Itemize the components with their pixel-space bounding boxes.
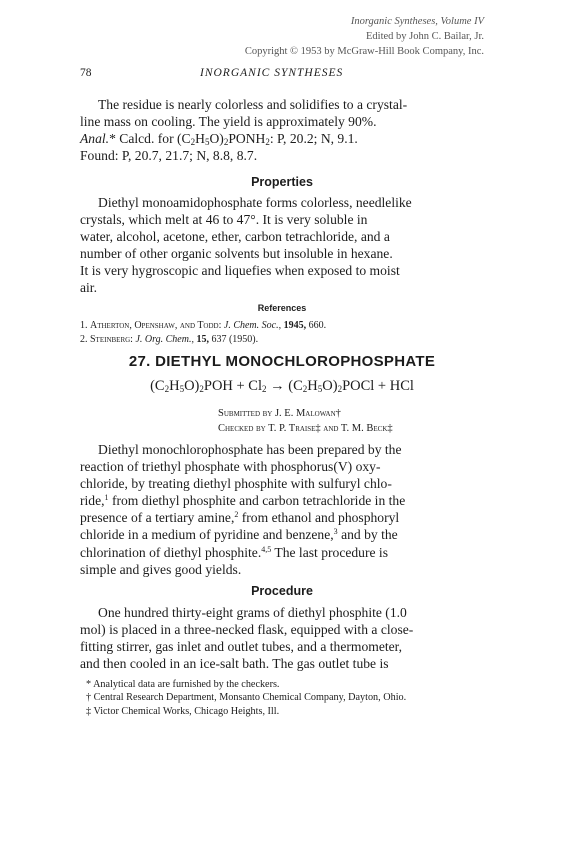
reaction-equation: $(C_2H_5O)_2POH + Cl_2$ → $(C_2H_5O)_2POCl$ + HCl — [150, 378, 414, 394]
section-title: 27. DIETHYL MONOCHLOROPHOSPHATE — [128, 353, 436, 370]
text-line: water, alcohol, acetone, ether, carbon tetrachloride, and a — [80, 229, 390, 245]
copyright-line: Copyright © 1953 by McGraw-Hill Book Company, Inc. — [244, 46, 484, 57]
intro-paragraph — [80, 96, 484, 164]
text-line: Diethyl monochlorophosphate has been prepared by the — [98, 442, 402, 457]
text-line: number of other organic solvents but insoluble in hexane. — [80, 246, 393, 262]
properties-heading: Properties — [251, 175, 313, 189]
footnote: † Central Research Department, Monsanto Chemical Company, Dayton, Ohio. — [86, 692, 407, 704]
references-list — [80, 319, 484, 347]
checked-by: Checked by T. P. Traise‡ and T. M. Beck‡ — [218, 423, 393, 434]
text-line: One hundred thirty-eight grams of diethyl phosphite (1.0 — [98, 605, 407, 620]
footnote: * Analytical data are furnished by the checkers. — [86, 679, 280, 690]
submitted-by: Submitted by J. E. Malowan† — [218, 408, 341, 419]
text-line: reaction of triethyl phosphate with phosphorus(V) oxy- — [80, 459, 381, 475]
text-line: air. — [80, 280, 97, 296]
running-title: INORGANIC SYNTHESES — [200, 67, 344, 79]
references-heading: References — [257, 303, 307, 313]
analysis-line: Anal.* Calcd. for $(C_2H_5O)_2PONH_2$: P, 20.2; N, 9.1. — [80, 131, 358, 148]
text-line: presence of a tertiary amine,$^2$ from ethanol and phosphoryl — [80, 510, 400, 526]
text-line: ride,$^1$ from diethyl phosphite and carbon tetrachloride in the — [80, 493, 406, 509]
editor-line: Edited by John C. Bailar, Jr. — [366, 31, 484, 42]
footnote: ‡ Victor Chemical Works, Chicago Heights, Ill. — [86, 705, 280, 717]
reference-item: 1. Atherton, Openshaw, and Todd: J. Chem. Soc., 1945, 660. — [80, 320, 327, 331]
copyright-block — [245, 14, 484, 59]
text-line: chlorination of diethyl phosphite.$^{4,5}$ The last procedure is — [80, 544, 389, 560]
page-number: 78 — [80, 67, 92, 79]
text-line: chloride in a medium of pyridine and benzene,$^3$ and by the — [80, 527, 398, 543]
text-line: Found: P, 20.7, 21.7; N, 8.8, 8.7. — [80, 148, 258, 164]
procedure-paragraph — [80, 604, 484, 672]
text-line: and then cooled in an ice-salt bath. The gas outlet tube is — [80, 656, 389, 672]
description-paragraph — [80, 441, 484, 578]
properties-paragraph — [80, 194, 484, 297]
text-line: The residue is nearly colorless and solidifies to a crystal- — [98, 97, 408, 112]
reference-item: 2. Steinberg: J. Org. Chem., 15, 637 (1950). — [80, 334, 259, 345]
footnotes — [80, 678, 484, 718]
text-line: mol) is placed in a three-necked flask, equipped with a close- — [80, 622, 414, 638]
series-title: Inorganic Syntheses, Volume IV — [350, 16, 484, 27]
text-line: crystals, which melt at 46 to 47°. It is very soluble in — [80, 212, 368, 228]
text-line: It is very hygroscopic and liquefies when exposed to moist — [80, 263, 400, 279]
text-line: line mass on cooling. The yield is approximately 90%. — [80, 114, 377, 130]
text-line: simple and gives good yields. — [80, 561, 242, 577]
procedure-heading: Procedure — [251, 584, 313, 598]
text-line: fitting stirrer, gas inlet and outlet tubes, and a thermometer, — [80, 639, 403, 655]
text-line: chloride, by treating diethyl phosphite with sulfuryl chlo- — [80, 476, 392, 492]
text-line: Diethyl monoamidophosphate forms colorless, needlelike — [98, 195, 412, 210]
